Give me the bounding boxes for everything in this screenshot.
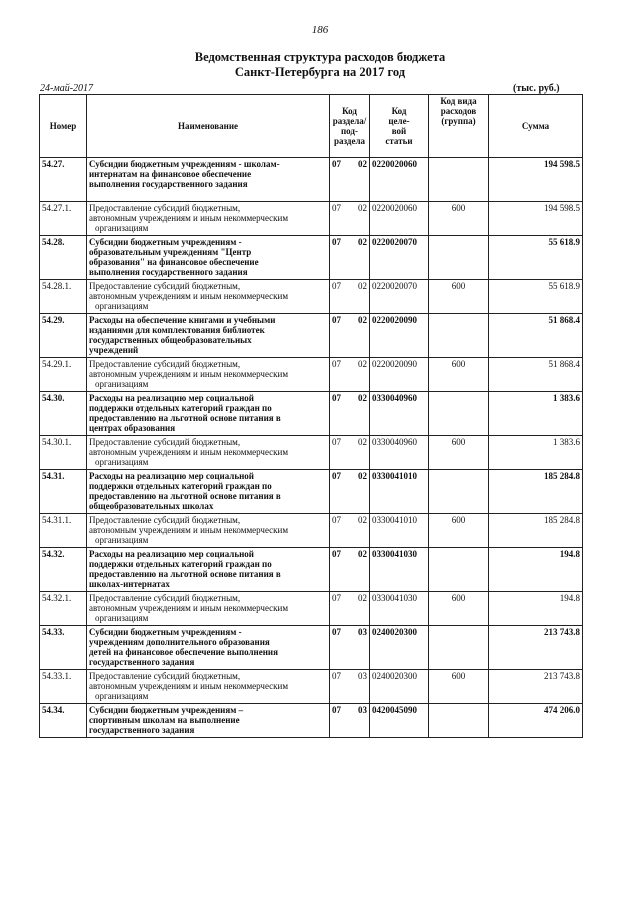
- row-target: 0220020070: [370, 280, 429, 314]
- table-row: [40, 158, 583, 202]
- table-row: [40, 626, 583, 670]
- row-section: 07 02: [330, 358, 370, 392]
- row-target: 0330041010: [370, 514, 429, 548]
- units-label: (тыс. руб.): [513, 83, 560, 94]
- row-number: 54.34.: [40, 704, 87, 738]
- row-target: 0240020300: [370, 670, 429, 704]
- row-number: 54.27.: [40, 158, 87, 202]
- row-name: Расходы на обеспечение книгами и учебными изданиями для комплектования библиотек государственных общеобразовательных учреждений: [87, 314, 330, 358]
- row-sum: 51 868.4: [489, 314, 583, 358]
- table-row: [40, 280, 583, 314]
- table-row: [40, 236, 583, 280]
- row-name: Расходы на реализацию мер социальной поддержки отдельных категорий граждан по предоставлению на льготной основе питания в центрах образования: [87, 392, 330, 436]
- title-line-2: Санкт-Петербурга на 2017 год: [234, 65, 406, 79]
- row-section: 07 03: [330, 670, 370, 704]
- row-expense-type: [429, 314, 489, 358]
- row-name: Расходы на реализацию мер социальной поддержки отдельных категорий граждан по предоставлению на льготной основе питания в общеобразовательных школах: [87, 470, 330, 514]
- row-expense-type: 600: [429, 280, 489, 314]
- row-section: 07 02: [330, 392, 370, 436]
- row-sum: 55 618.9: [489, 236, 583, 280]
- row-number: 54.28.1.: [40, 280, 87, 314]
- row-name: Расходы на реализацию мер социальной поддержки отдельных категорий граждан по предоставлению на льготной основе питания в школах-интернатах: [87, 548, 330, 592]
- table-row: [40, 202, 583, 236]
- row-target: 0330040960: [370, 392, 429, 436]
- row-name: Предоставление субсидий бюджетным, автономным учреждениям и иным некоммерческим организациям: [87, 202, 330, 236]
- row-number: 54.31.1.: [40, 514, 87, 548]
- row-name: Субсидии бюджетным учреждениям – спортивным школам на выполнение государственного задания: [87, 704, 330, 738]
- row-name: Предоставление субсидий бюджетным, автономным учреждениям и иным некоммерческим организациям: [87, 280, 330, 314]
- row-number: 54.32.1.: [40, 592, 87, 626]
- row-target: 0330041010: [370, 470, 429, 514]
- row-expense-type: [429, 470, 489, 514]
- row-sum: 185 284.8: [489, 470, 583, 514]
- header-number: Номер: [40, 95, 87, 158]
- row-section: 07 02: [330, 470, 370, 514]
- table-row: [40, 704, 583, 738]
- row-target: 0220020090: [370, 358, 429, 392]
- row-target: 0220020070: [370, 236, 429, 280]
- row-name: Предоставление субсидий бюджетным, автономным учреждениям и иным некоммерческим организациям: [87, 592, 330, 626]
- header-name: Наименование: [87, 95, 330, 158]
- row-target: 0330040960: [370, 436, 429, 470]
- row-expense-type: [429, 626, 489, 670]
- row-name: Предоставление субсидий бюджетным, автономным учреждениям и иным некоммерческим организациям: [87, 436, 330, 470]
- row-number: 54.30.1.: [40, 436, 87, 470]
- row-name: Предоставление субсидий бюджетным, автономным учреждениям и иным некоммерческим организациям: [87, 670, 330, 704]
- table-row: [40, 314, 583, 358]
- row-sum: 55 618.9: [489, 280, 583, 314]
- document-title: [0, 50, 640, 80]
- row-name: Субсидии бюджетным учреждениям - учреждениям дополнительного образования детей на финансовое обеспечение выполнения государственного задания: [87, 626, 330, 670]
- row-expense-type: 600: [429, 358, 489, 392]
- row-target: 0220020090: [370, 314, 429, 358]
- row-expense-type: 600: [429, 436, 489, 470]
- row-expense-type: 600: [429, 202, 489, 236]
- row-expense-type: [429, 236, 489, 280]
- row-number: 54.28.: [40, 236, 87, 280]
- row-section: 07 02: [330, 158, 370, 202]
- row-expense-type: [429, 704, 489, 738]
- row-target: 0240020300: [370, 626, 429, 670]
- row-section: 07 02: [330, 436, 370, 470]
- row-expense-type: [429, 548, 489, 592]
- header-target: Код целе- вой статьи: [370, 95, 429, 158]
- row-sum: 213 743.8: [489, 670, 583, 704]
- header-sum: Сумма: [489, 95, 583, 158]
- table-row: [40, 514, 583, 548]
- header-section: Код раздела/ под- раздела: [330, 95, 370, 158]
- row-number: 54.33.1.: [40, 670, 87, 704]
- row-number: 54.30.: [40, 392, 87, 436]
- row-number: 54.29.1.: [40, 358, 87, 392]
- row-expense-type: 600: [429, 514, 489, 548]
- row-sum: 1 383.6: [489, 392, 583, 436]
- row-sum: 51 868.4: [489, 358, 583, 392]
- row-number: 54.29.: [40, 314, 87, 358]
- row-sum: 1 383.6: [489, 436, 583, 470]
- row-sum: 194.8: [489, 548, 583, 592]
- row-section: 07 02: [330, 202, 370, 236]
- row-section: 07 03: [330, 704, 370, 738]
- row-section: 07 03: [330, 626, 370, 670]
- page-number: 186: [311, 24, 329, 36]
- table-row: [40, 670, 583, 704]
- row-number: 54.32.: [40, 548, 87, 592]
- row-section: 07 02: [330, 592, 370, 626]
- row-name: Предоставление субсидий бюджетным, автономным учреждениям и иным некоммерческим организациям: [87, 358, 330, 392]
- row-expense-type: [429, 392, 489, 436]
- row-section: 07 02: [330, 236, 370, 280]
- table-row: [40, 358, 583, 392]
- row-target: 0330041030: [370, 548, 429, 592]
- row-section: 07 02: [330, 514, 370, 548]
- table-row: [40, 436, 583, 470]
- row-expense-type: 600: [429, 592, 489, 626]
- title-line-1: Ведомственная структура расходов бюджета: [194, 50, 446, 64]
- row-section: 07 02: [330, 280, 370, 314]
- row-sum: 194.8: [489, 592, 583, 626]
- table-row: [40, 392, 583, 436]
- table-header-row: [40, 95, 583, 158]
- row-name: Предоставление субсидий бюджетным, автономным учреждениям и иным некоммерческим организациям: [87, 514, 330, 548]
- row-sum: 474 206.0: [489, 704, 583, 738]
- table-row: [40, 548, 583, 592]
- header-expense-type: Код вида расходов (группа): [429, 95, 489, 158]
- row-sum: 213 743.8: [489, 626, 583, 670]
- row-target: 0220020060: [370, 158, 429, 202]
- row-name: Субсидии бюджетным учреждениям - школам- интернатам на финансовое обеспечение выполнения государственного задания: [87, 158, 330, 202]
- row-number: 54.31.: [40, 470, 87, 514]
- row-sum: 194 598.5: [489, 158, 583, 202]
- row-target: 0420045090: [370, 704, 429, 738]
- table-row: [40, 470, 583, 514]
- row-target: 0330041030: [370, 592, 429, 626]
- row-sum: 185 284.8: [489, 514, 583, 548]
- table-row: [40, 592, 583, 626]
- budget-table: [39, 94, 583, 738]
- row-expense-type: [429, 158, 489, 202]
- row-section: 07 02: [330, 548, 370, 592]
- row-sum: 194 598.5: [489, 202, 583, 236]
- row-expense-type: 600: [429, 670, 489, 704]
- row-section: 07 02: [330, 314, 370, 358]
- row-number: 54.33.: [40, 626, 87, 670]
- row-name: Субсидии бюджетным учреждениям - образовательным учреждениям "Центр образования" на финансовое обеспечение выполнения государственного задания: [87, 236, 330, 280]
- document-date: 24-май-2017: [40, 83, 94, 94]
- row-target: 0220020060: [370, 202, 429, 236]
- row-number: 54.27.1.: [40, 202, 87, 236]
